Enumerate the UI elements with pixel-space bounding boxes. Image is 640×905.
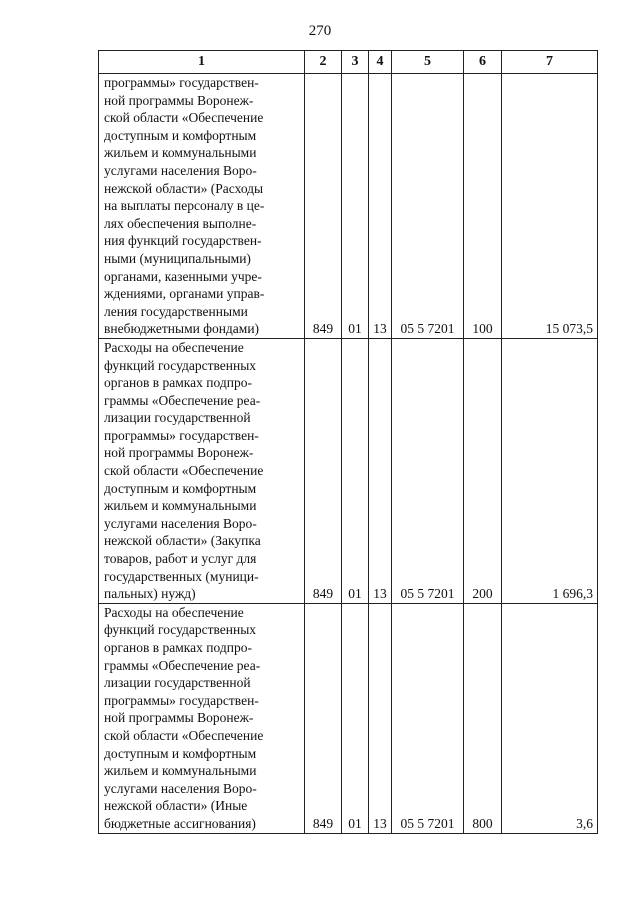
description-line: пальных) нужд)	[104, 586, 196, 602]
description-line: ными (муниципальными)	[104, 250, 251, 266]
description-line: нежской области» (Расходы	[104, 180, 264, 196]
description-line: ской области «Обеспечение	[104, 110, 264, 126]
description-line: нежской области» (Иные	[104, 798, 248, 814]
description-line: Расходы на обеспечение	[104, 604, 244, 620]
cell-vr: 800	[464, 603, 502, 833]
description-line: программы» государствен-	[104, 75, 259, 90]
table-row	[99, 338, 598, 603]
cell-rz: 01	[342, 603, 369, 833]
cell-csr: 05 5 7201	[392, 603, 464, 833]
cell-grbs: 849	[305, 603, 342, 833]
cell-pr: 13	[369, 338, 392, 603]
table-row	[99, 74, 598, 339]
description-line: функций государственных	[104, 622, 257, 638]
cell-pr: 13	[369, 74, 392, 339]
cell-amount: 15 073,5	[502, 74, 598, 339]
description-line: ждениями, органами управ-	[104, 286, 265, 302]
description-line: органов в рамках подпро-	[104, 375, 252, 391]
description-line: граммы «Обеспечение реа-	[104, 392, 261, 408]
description-line: ния функций государствен-	[104, 233, 262, 249]
description-line: жильем и коммунальными	[104, 498, 257, 514]
description-line: ной программы Воронеж-	[104, 710, 254, 726]
cell-rz: 01	[342, 74, 369, 339]
description-line: жильем и коммунальными	[104, 145, 257, 161]
column-header-vr: 6	[464, 51, 502, 74]
table-row	[99, 603, 598, 833]
description-line: бюджетные ассигнования)	[104, 815, 256, 831]
description-line: ления государственными	[104, 303, 248, 319]
description-line: ской области «Обеспечение	[104, 463, 264, 479]
description-line: ной программы Воронеж-	[104, 92, 254, 108]
description-line: ской области «Обеспечение	[104, 727, 264, 743]
description-line: доступным и комфортным	[104, 480, 257, 496]
description-line: услугами населения Воро-	[104, 162, 257, 178]
header-row	[99, 51, 598, 74]
description-line: на выплаты персоналу в це-	[104, 198, 265, 214]
description-line: нежской области» (Закупка	[104, 533, 261, 549]
description-line: доступным и комфортным	[104, 127, 257, 143]
description-line: лизации государственной	[104, 410, 251, 426]
cell-vr: 200	[464, 338, 502, 603]
column-header-grbs: 2	[305, 51, 342, 74]
cell-description	[99, 603, 305, 833]
cell-csr: 05 5 7201	[392, 74, 464, 339]
column-header-amount: 7	[502, 51, 598, 74]
column-header-pr: 4	[369, 51, 392, 74]
description-line: лизации государственной	[104, 675, 251, 691]
cell-grbs: 849	[305, 338, 342, 603]
description-line: программы» государствен-	[104, 427, 259, 443]
cell-description	[99, 338, 305, 603]
cell-amount: 1 696,3	[502, 338, 598, 603]
description-line: лях обеспечения выполне-	[104, 215, 257, 231]
page-number: 270	[308, 23, 332, 39]
column-header-csr: 5	[392, 51, 464, 74]
cell-description	[99, 74, 305, 339]
description-line: ной программы Воронеж-	[104, 445, 254, 461]
cell-grbs: 849	[305, 74, 342, 339]
description-line: функций государственных	[104, 357, 257, 373]
budget-table	[98, 50, 598, 834]
description-line: государственных (муници-	[104, 568, 259, 584]
cell-csr: 05 5 7201	[392, 338, 464, 603]
description-line: услугами населения Воро-	[104, 780, 257, 796]
column-header-rz: 3	[342, 51, 369, 74]
description-line: органами, казенными учре-	[104, 268, 262, 284]
description-line: услугами населения Воро-	[104, 515, 257, 531]
description-line: программы» государствен-	[104, 692, 259, 708]
description-line: граммы «Обеспечение реа-	[104, 657, 261, 673]
cell-vr: 100	[464, 74, 502, 339]
description-line: Расходы на обеспечение	[104, 339, 244, 355]
cell-amount: 3,6	[502, 603, 598, 833]
cell-pr: 13	[369, 603, 392, 833]
cell-rz: 01	[342, 338, 369, 603]
description-line: органов в рамках подпро-	[104, 640, 252, 655]
description-line: жильем и коммунальными	[104, 763, 257, 779]
description-line: товаров, работ и услуг для	[104, 551, 257, 567]
column-header-description: 1	[99, 51, 305, 74]
description-line: внебюджетными фондами)	[104, 321, 260, 337]
description-line: доступным и комфортным	[104, 745, 257, 761]
